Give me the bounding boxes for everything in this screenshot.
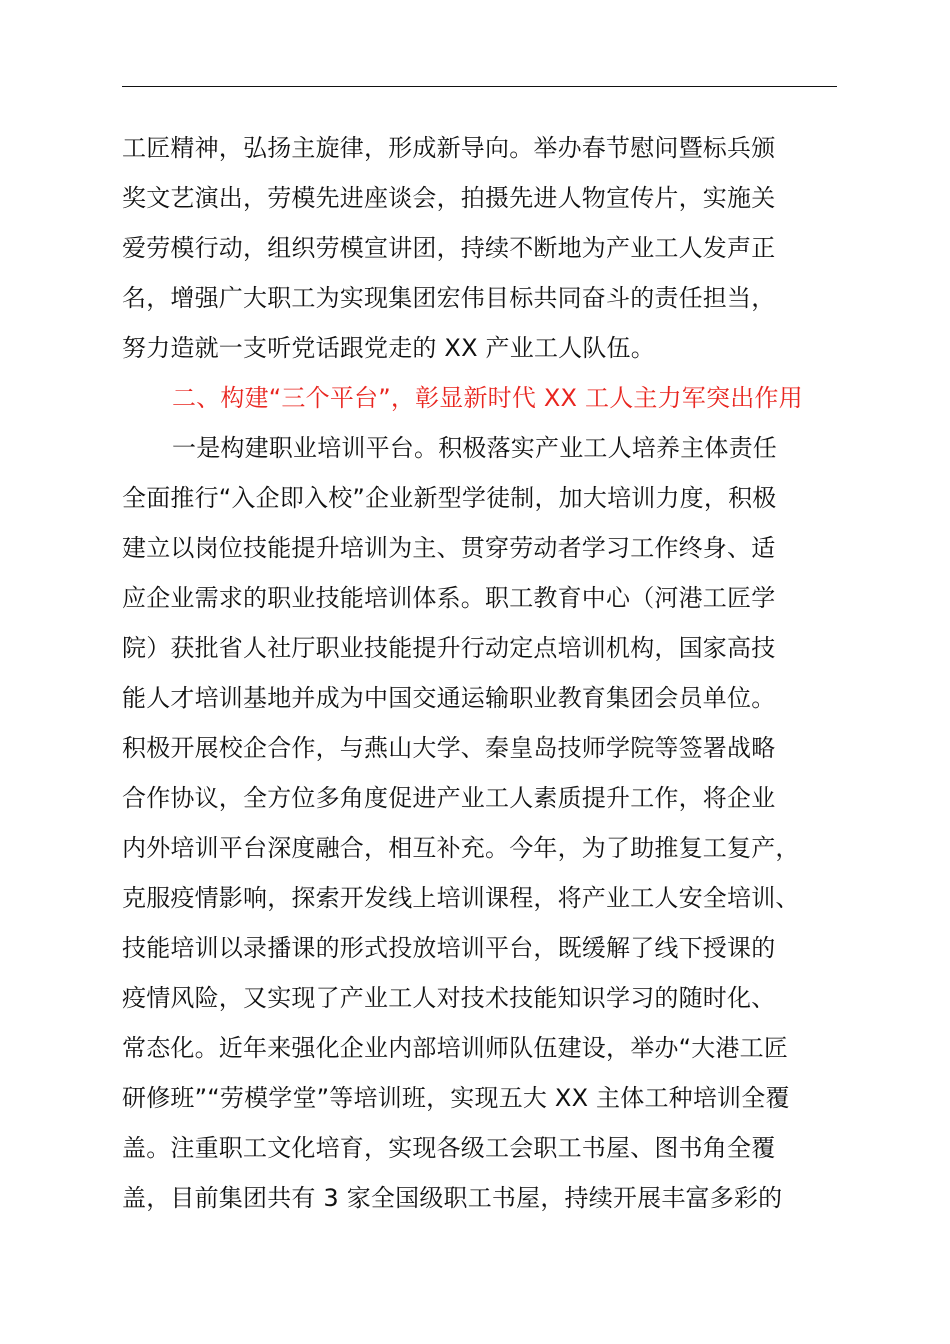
- section-heading: 二、构建“三个平台”，彰显新时代 XX 工人主力军突出作用: [172, 384, 803, 412]
- text-line: 疫情风险，又实现了产业工人对技术技能知识学习的随时化、: [122, 984, 776, 1012]
- text-line: 奖文艺演出，劳模先进座谈会，拍摄先进人物宣传片，实施关: [122, 184, 776, 212]
- text-line: 研修班”“劳模学堂”等培训班，实现五大 XX 主体工种培训全覆: [122, 1084, 790, 1112]
- header-rule: [122, 86, 837, 87]
- text-line: 建立以岗位技能提升培训为主、贯穿劳动者学习工作终身、适: [122, 534, 776, 562]
- text-line: 积极开展校企合作，与燕山大学、秦皇岛技师学院等签署战略: [122, 734, 776, 762]
- text-line: 盖。注重职工文化培育，实现各级工会职工书屋、图书角全覆: [122, 1134, 776, 1162]
- text-line: 能人才培训基地并成为中国交通运输职业教育集团会员单位。: [122, 684, 776, 712]
- text-line: 全面推行“入企即入校”企业新型学徒制，加大培训力度，积极: [122, 484, 777, 512]
- text-line: 应企业需求的职业技能培训体系。职工教育中心（河港工匠学: [122, 584, 776, 612]
- text-line: 技能培训以录播课的形式投放培训平台，既缓解了线下授课的: [122, 934, 776, 962]
- text-line: 院）获批省人社厅职业技能提升行动定点培训机构，国家高技: [122, 634, 776, 662]
- text-line: 常态化。近年来强化企业内部培训师队伍建设，举办“大港工匠: [122, 1034, 789, 1062]
- text-line: 爱劳模行动，组织劳模宣讲团，持续不断地为产业工人发声正: [122, 234, 776, 262]
- text-line: 一是构建职业培训平台。积极落实产业工人培养主体责任: [172, 434, 777, 462]
- text-line: 克服疫情影响，探索开发线上培训课程，将产业工人安全培训、: [122, 884, 800, 912]
- text-line: 内外培训平台深度融合，相互补充。今年，为了助推复工复产，: [122, 834, 800, 862]
- text-line: 工匠精神，弘扬主旋律，形成新导向。举办春节慰问暨标兵颁: [122, 134, 776, 162]
- text-line: 盖，目前集团共有 3 家全国级职工书屋，持续开展丰富多彩的: [122, 1184, 783, 1212]
- text-line: 名，增强广大职工为实现集团宏伟目标共同奋斗的责任担当，: [122, 284, 776, 312]
- text-line: 合作协议，全方位多角度促进产业工人素质提升工作，将企业: [122, 784, 776, 812]
- text-line: 努力造就一支听党话跟党走的 XX 产业工人队伍。: [122, 334, 655, 362]
